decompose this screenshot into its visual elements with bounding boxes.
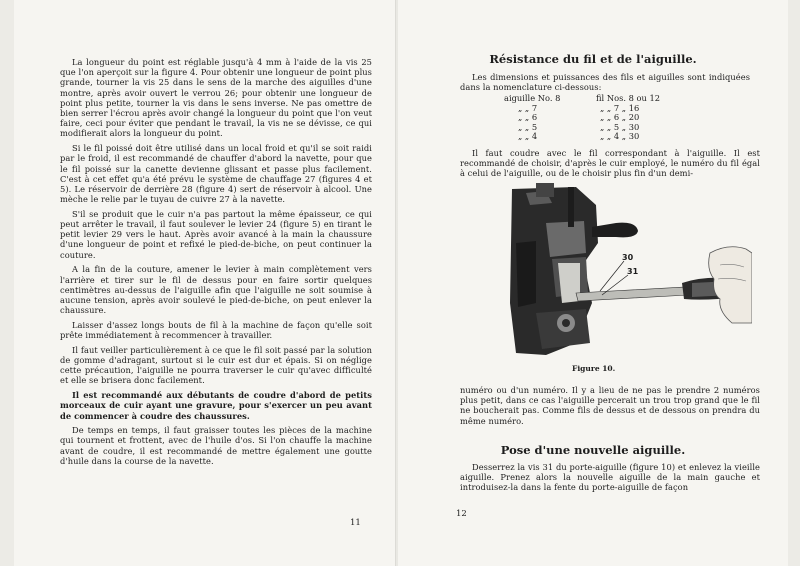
table-cell-thread: „ „ 5 „ 30 bbox=[600, 121, 640, 132]
page-number-left: 11 bbox=[350, 518, 361, 528]
page-number-right: 12 bbox=[456, 509, 467, 519]
table-cell-thread: fil Nos. 8 ou 12 bbox=[596, 93, 661, 103]
paragraph-heating: Si le fil poissé doit être utilisé dans un local froid et qu'il se soit raidi par le froid, il est recommandé de chauffer d'abord la navette, pour que le fil poissé sur la canette devienne glissant et passe plus facilement. C'est à cet effet qu'a été prévu le système de chauffage 27 (figures 4 et 5). Le réservoir de derrière 28 (figure 4) sert de réservoir à alcool. Une mèche le relie par le tuyau de cuivre 27 à la navette. bbox=[60, 143, 372, 205]
continuation-text bbox=[460, 385, 760, 430]
table-cell-needle: „ „ 7 bbox=[518, 102, 538, 113]
page-edge-left bbox=[0, 0, 14, 566]
table-cell-needle: „ „ 4 bbox=[518, 131, 538, 142]
table-cell-needle: „ „ 6 bbox=[518, 112, 538, 123]
paragraph-end-of-seam: A la fin de la couture, amener le levier à main complètement vers l'arrière et tirer sur le fil de dessus pour en faire sortir quelques centimètres au-dessus de l'aiguille afin que l'aiguille ne soit soumise à aucune tension, après avoir soulevé le pied-de-biche, on peut enlever la chaussure. bbox=[60, 264, 372, 316]
table-cell-thread: „ „ 7 „ 16 bbox=[600, 102, 640, 113]
after-table-paragraph: Il faut coudre avec le fil correspondant à l'aiguille. Il est recommandé de choisir, d'après le cuir employé, le numéro du fil égal à celui de l'aiguille, ou de le choisir plus fin d'un demi- bbox=[460, 148, 760, 179]
left-page-text bbox=[60, 57, 372, 471]
after-table-text bbox=[460, 148, 760, 183]
heading-resistance: Résistance du fil et de l'aiguille. bbox=[489, 52, 697, 66]
table-cell-needle: aiguille No. 8 bbox=[504, 93, 561, 103]
left-page bbox=[14, 0, 396, 566]
paragraph-stitch-length: La longueur du point est réglable jusqu'à 4 mm à l'aide de la vis 25 que l'on aperçoit sur la figure 4. Pour obtenir une longueur de point plus grande, tourner la vis 25 dans le sens de la marche des aiguilles d'une montre, après avoir ouvert le verrou 26; pour obtenir une longueur de point plus petite, tourner la vis dans le sens inverse. Ne pas omettre de bien serrer l'écrou après avoir changé la longueur du point que l'on veut faire, ceci pour éviter que pendant le travail, la vis ne se dévisse, ce qui modifierait alors la longueur du point. bbox=[60, 57, 372, 139]
paragraph-beginners: Il est recommandé aux débutants de coudre d'abord de petits morceaux de cuir ayant une gravure, pour s'exercer un peu avant de commencer à coudre des chaussures. bbox=[60, 390, 372, 421]
pose-paragraph: Desserrez la vis 31 du porte-aiguille (figure 10) et enlevez la vieille aiguille. Prenez alors la nouvelle aiguille de la main gauche et introduisez-la dans la fente du porte-aiguille de façon bbox=[460, 462, 760, 493]
heading-pose: Pose d'une nouvelle aiguille. bbox=[500, 443, 686, 457]
right-page bbox=[398, 0, 788, 566]
table-cell-thread: „ „ 6 „ 20 bbox=[600, 112, 640, 123]
figure-caption: Figure 10. bbox=[572, 364, 616, 373]
paragraph-thread-ends: Laisser d'assez longs bouts de fil à la machine de façon qu'elle soit prête immédiatement à recommencer à travailler. bbox=[60, 319, 372, 341]
pose-text bbox=[460, 462, 760, 497]
paragraph-lubrication: De temps en temps, il faut graisser toutes les pièces de la machine qui tournent et frottent, avec de l'huile d'os. Si l'on chauffe la machine avant de coudre, il est recommandé de mettre également une goutte d'huile dans la course de la navette. bbox=[60, 425, 372, 466]
needle-thread-table bbox=[504, 94, 716, 142]
table-cell-needle: „ „ 5 bbox=[518, 121, 538, 132]
table-cell-thread: „ „ 4 „ 30 bbox=[600, 131, 640, 142]
figure-label-31: 31 bbox=[627, 267, 639, 276]
paragraph-leather-thickness: S'il se produit que le cuir n'a pas partout la même épaisseur, ce qui peut arrêter le travail, il faut soulever le levier 24 (figure 5) en tirant le petit levier 29 vers le haut. Après avoir avancé à la main la chaussure d'une longueur de point et refixé le pied-de-biche, on peut continuer la couture. bbox=[60, 208, 372, 260]
paragraph-gum-solution: Il faut veiller particulièrement à ce que le fil soit passé par la solution de gomme d'adragant, surtout si le cuir est dur et épais. Si on néglige cette précaution, l'aiguille ne pourra traverser le cuir qu'avec difficulté et elle se brisera donc facilement. bbox=[60, 344, 372, 386]
page-edge-right bbox=[788, 0, 800, 566]
continuation-paragraph: numéro ou d'un numéro. Il y a lieu de ne pas le prendre 2 numéros plus petit, dans ce cas l'aiguille percerait un trou trop grand que le fil ne boucherait pas. Comme fils de dessus et de dessous on prendra du même numéro. bbox=[460, 385, 760, 426]
figure-10-illustration bbox=[506, 183, 752, 361]
table-row bbox=[504, 132, 716, 142]
intro-paragraph: Les dimensions et puissances des fils et aiguilles sont indiquées dans la nomenclature ci-dessous: bbox=[460, 72, 750, 93]
figure-label-30: 30 bbox=[622, 253, 634, 262]
